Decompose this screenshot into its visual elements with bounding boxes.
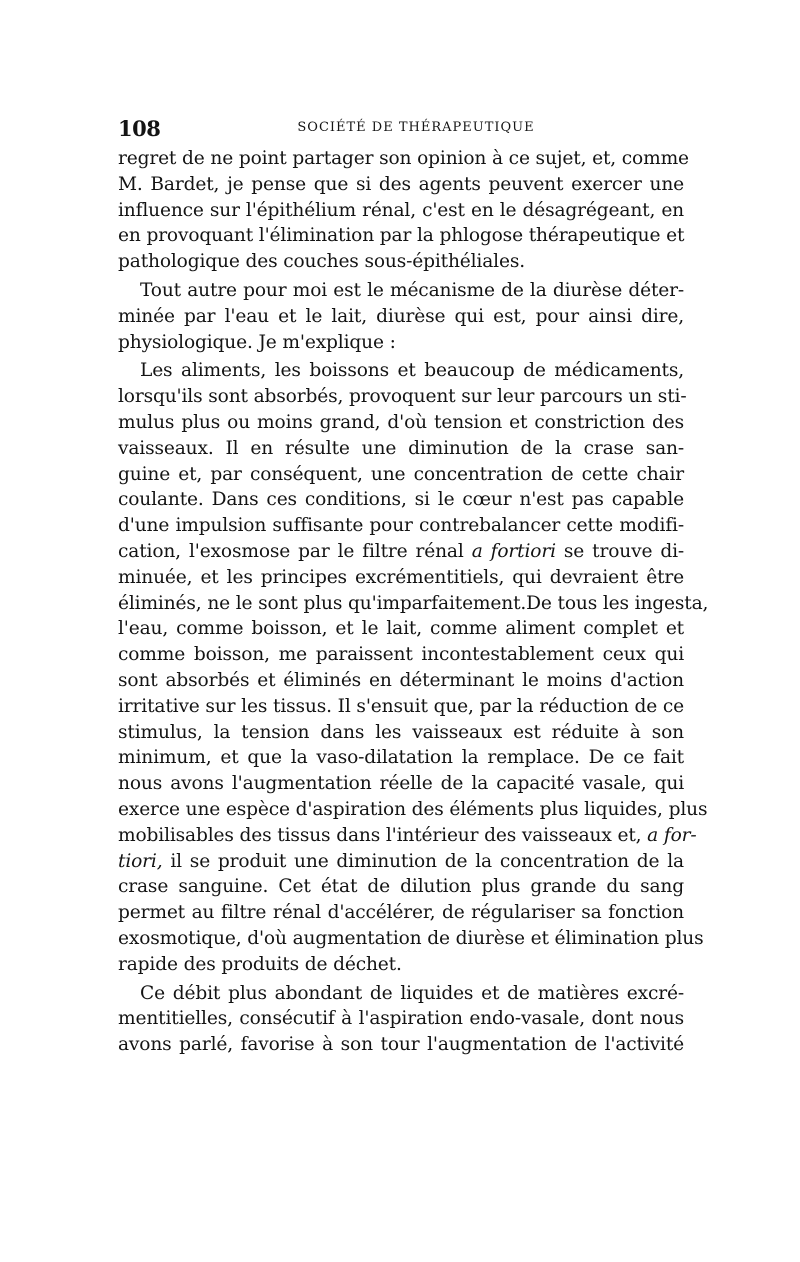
body-text <box>118 146 709 1058</box>
italic-phrase: tiori, <box>118 850 163 872</box>
text-line: en provoquant l'élimination par la phlogose thérapeutique et <box>118 225 685 247</box>
text-line: mulus plus ou moins grand, d'où tension et constriction des <box>118 411 684 433</box>
text-segment: mobilisables des tissus dans l'intérieur des vaisseaux et, <box>118 824 642 846</box>
text-line: physiologique. Je m'explique : <box>118 331 396 353</box>
text-line: rapide des produits de déchet. <box>118 953 402 975</box>
paragraph-3 <box>118 358 709 977</box>
text-line: exosmotique, d'où augmentation de diurèse et élimination plus <box>118 927 704 949</box>
text-line: exerce une espèce d'aspiration des éléments plus liquides, plus <box>118 798 708 820</box>
text-line: comme boisson, me paraissent incontestablement ceux qui <box>118 644 684 666</box>
text-line: M. Bardet, je pense que si des agents peuvent exercer une <box>118 173 684 195</box>
text-segment: il se produit une diminution de la concentration de la <box>170 850 684 872</box>
text-line: l'eau, comme boisson, et le lait, comme aliment complet et <box>118 618 684 640</box>
text-line: mentitielles, consécutif à l'aspiration endo-vasale, dont nous <box>118 1008 684 1030</box>
text-line: influence sur l'épithélium rénal, c'est en le désagrégeant, en <box>118 199 684 221</box>
text-line: regret de ne point partager son opinion à ce sujet, et, comme <box>118 148 689 169</box>
text-line <box>118 823 697 849</box>
text-line <box>118 539 684 565</box>
text-line: vaisseaux. Il en résulte une diminution de la crase san- <box>118 437 684 459</box>
page-number: 108 <box>118 116 161 141</box>
italic-phrase: a for- <box>647 824 697 846</box>
paragraph-1 <box>118 146 689 275</box>
text-line: permet au filtre rénal d'accélérer, de régulariser sa fonction <box>118 902 684 924</box>
paragraph-2 <box>118 278 684 355</box>
text-line: irritative sur les tissus. Il s'ensuit que, par la réduction de ce <box>118 695 684 717</box>
text-line: pathologique des couches sous-épithéliales. <box>118 251 525 273</box>
text-line: lorsqu'ils sont absorbés, provoquent sur leur parcours un sti- <box>118 386 687 408</box>
text-line: stimulus, la tension dans les vaisseaux est réduite à son <box>118 721 684 743</box>
text-line: guine et, par conséquent, une concentration de cette chair <box>118 463 684 485</box>
text-line: avons parlé, favorise à son tour l'augmentation de l'activité <box>118 1034 684 1056</box>
text-line: coulante. Dans ces conditions, si le cœur n'est pas capable <box>118 489 684 511</box>
text-segment: se trouve di- <box>563 540 685 562</box>
text-line: nous avons l'augmentation réelle de la capacité vasale, qui <box>118 773 684 795</box>
text-line: Tout autre pour moi est le mécanisme de la diurèse déter- <box>140 279 684 301</box>
text-line: Ce débit plus abondant de liquides et de matières excré- <box>140 982 684 1004</box>
text-line: minée par l'eau et le lait, diurèse qui est, pour ainsi dire, <box>118 305 684 327</box>
paragraph-4 <box>118 981 684 1058</box>
text-line: minuée, et les principes excrémentitiels, qui devraient être <box>118 566 684 588</box>
text-line: d'une impulsion suffisante pour contrebalancer cette modifi- <box>118 515 684 537</box>
text-line: éliminés, ne le sont plus qu'imparfaitement.De tous les ingesta, <box>118 592 709 614</box>
italic-phrase: a fortiori <box>471 540 556 562</box>
text-line: Les aliments, les boissons et beaucoup de médicaments, <box>140 360 684 382</box>
text-line: crase sanguine. Cet état de dilution plus grande du sang <box>118 876 684 898</box>
running-title: SOCIÉTÉ DE THÉRAPEUTIQUE <box>297 120 535 135</box>
page-header <box>118 116 684 144</box>
text-line <box>118 849 684 875</box>
text-line: minimum, et que la vaso-dilatation la remplace. De ce fait <box>118 747 684 769</box>
text-line: sont absorbés et éliminés en déterminant le moins d'action <box>118 669 684 691</box>
text-segment: cation, l'exosmose par le filtre rénal <box>118 540 464 562</box>
